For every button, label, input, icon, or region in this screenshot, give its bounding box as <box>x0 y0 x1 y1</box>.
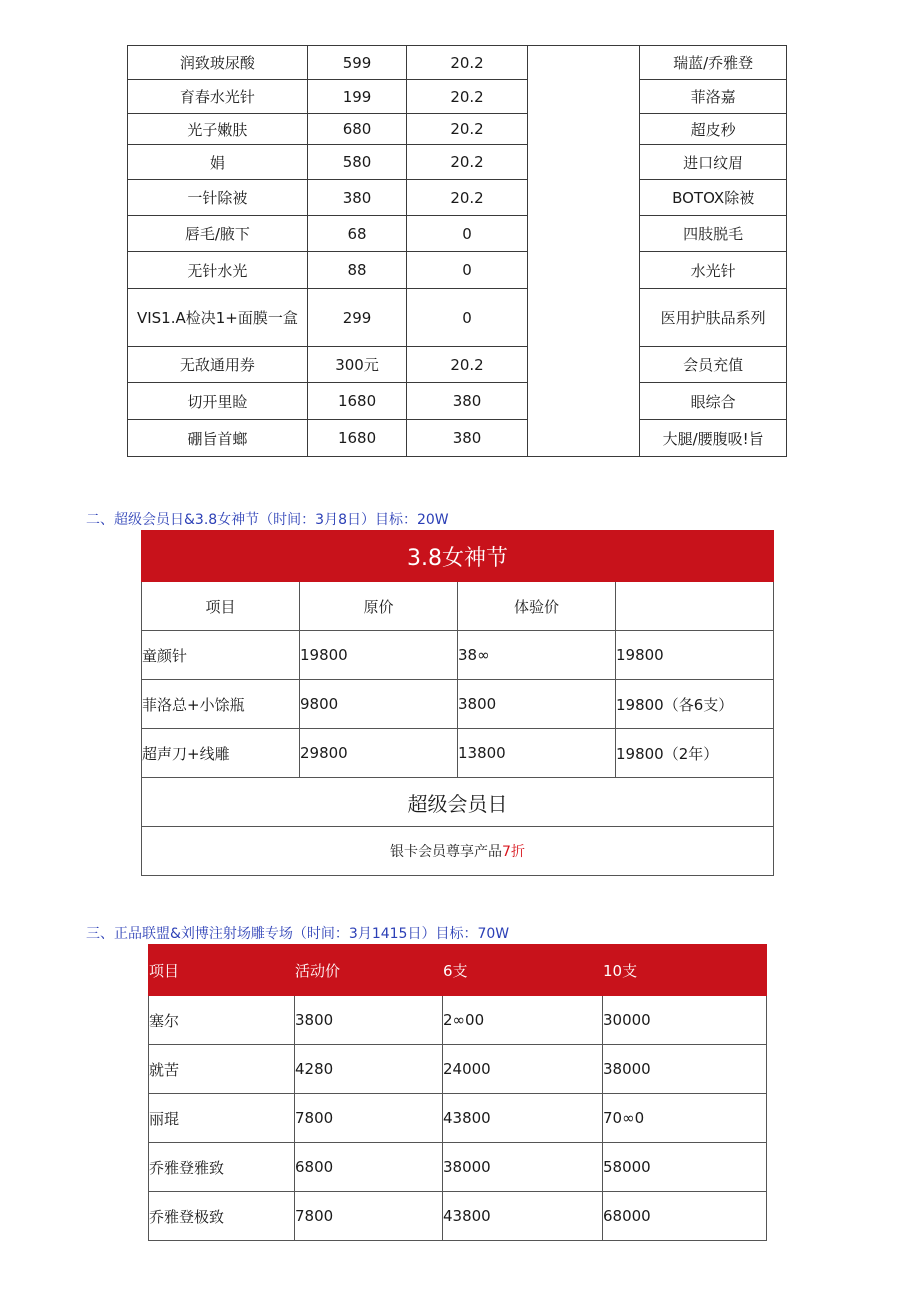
item-name: 无针水光 <box>128 252 308 289</box>
item-name: 塞尔 <box>149 996 295 1045</box>
item-name: 童颜针 <box>142 631 300 680</box>
item-experience-price: 20.2 <box>407 180 528 216</box>
item-name: VIS1.A检决1+面膜一盒 <box>128 289 308 347</box>
item-related: 医用护肤品系列 <box>640 289 787 347</box>
item-price: 599 <box>307 46 406 80</box>
item-name: 乔雅登极致 <box>149 1192 295 1241</box>
blank-cell <box>527 347 640 383</box>
table-row <box>142 729 774 778</box>
table-header-row <box>149 945 767 996</box>
item-price: 88 <box>307 252 406 289</box>
table-row <box>142 631 774 680</box>
item-related: 会员充值 <box>640 347 787 383</box>
item-price: 1680 <box>307 420 406 457</box>
item-experience-price: 20.2 <box>407 46 528 80</box>
item-related: 眼综合 <box>640 383 787 420</box>
original-price: 29800 <box>300 729 458 778</box>
experience-price: 38∞ <box>458 631 616 680</box>
item-name: 唇毛/腋下 <box>128 216 308 252</box>
note-text: 银卡会员尊享产品 <box>390 844 503 860</box>
activity-price: 3800 <box>295 996 443 1045</box>
table-row <box>128 347 787 383</box>
item-name: 菲洛总+小馀瓶 <box>142 680 300 729</box>
item-related: 菲洛嘉 <box>640 80 787 114</box>
table-row <box>149 996 767 1045</box>
table-row <box>128 420 787 457</box>
item-related: 四肢脱毛 <box>640 216 787 252</box>
six-pack-price: 2∞00 <box>443 996 603 1045</box>
item-experience-price: 380 <box>407 383 528 420</box>
item-name: 娟 <box>128 145 308 180</box>
experience-price: 13800 <box>458 729 616 778</box>
activity-price: 6800 <box>295 1143 443 1192</box>
original-price: 9800 <box>300 680 458 729</box>
section-3-title: 三、正品联盟&刘博注射场雕专场（时间：3月1415日）目标：70W <box>86 926 510 942</box>
item-name: 一针除被 <box>128 180 308 216</box>
blank-cell <box>527 145 640 180</box>
item-price: 68 <box>307 216 406 252</box>
table-row <box>142 680 774 729</box>
item-name: 硼旨首螂 <box>128 420 308 457</box>
table-row <box>128 289 787 347</box>
item-experience-price: 20.2 <box>407 80 528 114</box>
column-header: 6支 <box>443 945 603 996</box>
item-price: 1680 <box>307 383 406 420</box>
activity-price: 4280 <box>295 1045 443 1094</box>
item-related: 超皮秒 <box>640 114 787 145</box>
item-name: 无敌通用券 <box>128 347 308 383</box>
table-row <box>128 46 787 80</box>
experience-price: 3800 <box>458 680 616 729</box>
column-header: 项目 <box>142 582 300 631</box>
six-pack-price: 24000 <box>443 1045 603 1094</box>
blank-cell <box>527 180 640 216</box>
item-experience-price: 20.2 <box>407 145 528 180</box>
item-name: 超声刀+线雕 <box>142 729 300 778</box>
blank-cell <box>527 383 640 420</box>
package-price: 19800 <box>616 631 774 680</box>
column-header: 活动价 <box>295 945 443 996</box>
activity-price: 7800 <box>295 1192 443 1241</box>
package-price: 19800（2年） <box>616 729 774 778</box>
item-name: 切开里睑 <box>128 383 308 420</box>
item-price: 300元 <box>307 347 406 383</box>
item-price: 199 <box>307 80 406 114</box>
item-experience-price: 380 <box>407 420 528 457</box>
ten-pack-price: 68000 <box>603 1192 767 1241</box>
table-row <box>128 216 787 252</box>
item-price: 580 <box>307 145 406 180</box>
section-2-title: 二、超级会员日&3.8女神节（时间：3月8日）目标：20W <box>86 512 449 528</box>
column-header: 10支 <box>603 945 767 996</box>
item-related: 大腿/腰腹吸!旨 <box>640 420 787 457</box>
member-day-subtitle: 超级会员日 <box>142 778 774 827</box>
item-name: 就苦 <box>149 1045 295 1094</box>
table-row <box>149 1143 767 1192</box>
column-header: 体验价 <box>458 582 616 631</box>
table-row <box>128 383 787 420</box>
item-price: 299 <box>307 289 406 347</box>
item-name: 丽琨 <box>149 1094 295 1143</box>
item-experience-price: 20.2 <box>407 114 528 145</box>
blank-cell <box>527 80 640 114</box>
table-row <box>128 145 787 180</box>
item-related: BOTOX除被 <box>640 180 787 216</box>
table-row <box>149 1094 767 1143</box>
ten-pack-price: 30000 <box>603 996 767 1045</box>
festival-banner: 3.8女神节 <box>142 531 774 582</box>
goddess-festival-table <box>141 530 774 876</box>
item-price: 680 <box>307 114 406 145</box>
column-header: 原价 <box>300 582 458 631</box>
blank-cell <box>527 252 640 289</box>
ten-pack-price: 70∞0 <box>603 1094 767 1143</box>
table-row <box>128 114 787 145</box>
ten-pack-price: 58000 <box>603 1143 767 1192</box>
blank-cell <box>527 216 640 252</box>
item-name: 乔雅登雅致 <box>149 1143 295 1192</box>
column-header <box>616 582 774 631</box>
table-row <box>149 1192 767 1241</box>
blank-cell <box>527 114 640 145</box>
item-experience-price: 0 <box>407 252 528 289</box>
blank-cell <box>527 289 640 347</box>
column-header: 项目 <box>149 945 295 996</box>
item-related: 瑞蓝/乔雅登 <box>640 46 787 80</box>
genuine-alliance-table <box>148 944 767 1241</box>
member-discount-note <box>142 827 774 876</box>
six-pack-price: 38000 <box>443 1143 603 1192</box>
table-header-row <box>142 582 774 631</box>
item-name: 育春水光针 <box>128 80 308 114</box>
item-price: 380 <box>307 180 406 216</box>
promo-items-table <box>127 45 787 457</box>
ten-pack-price: 38000 <box>603 1045 767 1094</box>
blank-cell <box>527 420 640 457</box>
discount-highlight: 7折 <box>502 844 525 860</box>
activity-price: 7800 <box>295 1094 443 1143</box>
item-experience-price: 20.2 <box>407 347 528 383</box>
blank-cell <box>527 46 640 80</box>
item-name: 光子嫩肤 <box>128 114 308 145</box>
table-row <box>128 252 787 289</box>
item-related: 水光针 <box>640 252 787 289</box>
package-price: 19800（各6支） <box>616 680 774 729</box>
table-row <box>128 80 787 114</box>
six-pack-price: 43800 <box>443 1192 603 1241</box>
item-experience-price: 0 <box>407 216 528 252</box>
item-experience-price: 0 <box>407 289 528 347</box>
table-row <box>128 180 787 216</box>
item-related: 进口纹眉 <box>640 145 787 180</box>
original-price: 19800 <box>300 631 458 680</box>
table-row <box>149 1045 767 1094</box>
six-pack-price: 43800 <box>443 1094 603 1143</box>
item-name: 润致玻尿酸 <box>128 46 308 80</box>
